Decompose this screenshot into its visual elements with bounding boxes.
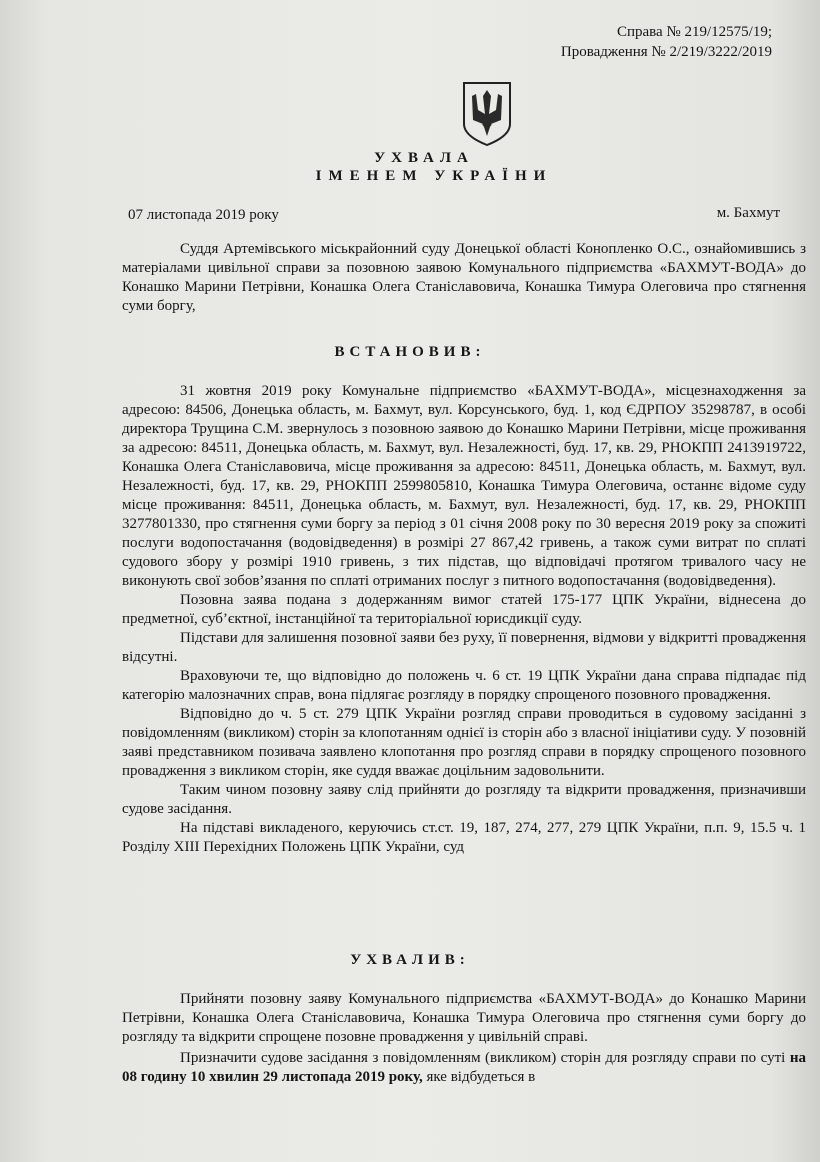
hearing-text-after: яке відбудеться в [422, 1069, 536, 1085]
paragraph-claim: 31 жовтня 2019 року Комунальне підприємство «БАХМУТ-ВОДА», місцезнаходження за адресою: 84506, Донецька область, м. Бахмут, вул. Корсунського, буд. 1, код ЄДРПОУ 35298787, в особі директора Трущина С.М. звернулось з позовною заявою до Конашко Марини Петрівни, місце проживання за адресою: 84511, Донецька область, м. Бахмут, вул. Незалежності, буд. 17, кв. 29, РНОКПП 2413919722, Конашка Олега Станіславовича, місце проживання за адресою: 84511, Донецька область, м. Бахмут, вул. Незалежності, буд. 17, кв. 29, РНОКПП 2599805810, Конашка Тимура Олеговича, останнє відоме суду місце проживання: 84511, Донецька область, м. Бахмут, вул. Незалежності, буд. 17, кв. 29, РНОКПП 3277801330, про стягнення суми боргу за період з 01 січня 2008 року по 30 вересня 2019 року за спожиті послуги водопостачання (водовідведення) в розмірі 27 867,42 гривень, а також суми витрат по сплаті судового збору у розмірі 1910 гривень, з тих підстав, що відповідачі протягом тривалого часу не виконують свої зобов’язання по сплаті отриманих послуг з питного водопостачання (водовідведення). [122, 383, 806, 589]
document-city: м. Бахмут [716, 205, 780, 221]
paragraph-schedule-hearing [122, 1049, 806, 1087]
case-numbers [561, 22, 772, 62]
paragraph-small-claims: Враховуючи те, що відповідно до положень ч. 6 ст. 19 ЦПК України дана справа підпадає під категорію малозначних справ, вона підлягає розгляду в порядку спрощеного позовного провадження. [122, 668, 806, 703]
case-number: Справа № 219/12575/19; [616, 24, 772, 40]
document-title: УХВАЛА [374, 150, 474, 166]
paragraph-conclusion: Таким чином позовну заяву слід прийняти до розгляду та відкрити провадження, призначивши судове засідання. [122, 782, 806, 817]
resolved-block [122, 990, 806, 1087]
proceeding-number: Провадження № 2/219/3222/2019 [560, 44, 772, 60]
document-date: 07 листопада 2019 року [128, 207, 279, 223]
intro-block [122, 240, 806, 316]
paragraph-accept-claim: Прийняти позовну заяву Комунального підприємства «БАХМУТ-ВОДА» до Конашко Марини Петрівни, Конашка Олега Станіславовича, Конашка Тимура Олеговича про стягнення суми боргу до розгляду та відкрити спрощене позовне провадження у цивільній справі. [122, 991, 806, 1045]
intro-paragraph: Суддя Артемівського міськрайонний суду Донецької області Конопленко О.С., ознайомившись з матеріалами цивільної справи за позовною заявою Комунального підприємства «БАХМУТ-ВОДА» до Конашко Марини Петрівни, Конашка Олега Станіславовича, Конашка Тимура Олеговича про стягнення суми боргу, [122, 241, 806, 314]
paragraph-hearing-rule: Відповідно до ч. 5 ст. 279 ЦПК України розгляд справи проводиться в судовому засіданні з повідомленням (викликом) сторін за клопотанням однієї із сторін або з власної ініціативи суду. У позовній заяві представником позивача заявлено клопотання про розгляд справи в порядку спрощеного позовного провадження з викликом сторін, яке суддя вважає доцільним задовольнити. [122, 706, 806, 779]
established-block [122, 382, 806, 857]
hearing-datetime: на 08 годину 10 хвилин 29 листопада 2019 року, [122, 1050, 806, 1085]
paragraph-grounds: Підстави для залишення позовної заяви без руху, її повернення, відмови у відкритті провадження відсутні. [122, 630, 806, 665]
section-heading-established: ВСТАНОВИВ: [334, 344, 486, 360]
hearing-text-before: Призначити судове засідання з повідомленням (викликом) сторін для розгляду справи по суті [180, 1050, 790, 1066]
section-heading-resolved: УХВАЛИВ: [350, 952, 470, 968]
paragraph-jurisdiction: Позовна заява подана з додержанням вимог статей 175-177 ЦПК України, віднесена до предметної, суб’єктної, інстанційної та територіальної юрисдикції суду. [122, 592, 806, 627]
trident-emblem-icon [461, 80, 513, 148]
paragraph-legal-basis: На підставі викладеного, керуючись ст.ст. 19, 187, 274, 277, 279 ЦПК України, п.п. 9, 15.5 ч. 1 Розділу XIII Перехідних Положень ЦПК України, суд [122, 820, 806, 855]
document-subtitle: ІМЕНЕМ УКРАЇНИ [315, 168, 553, 184]
